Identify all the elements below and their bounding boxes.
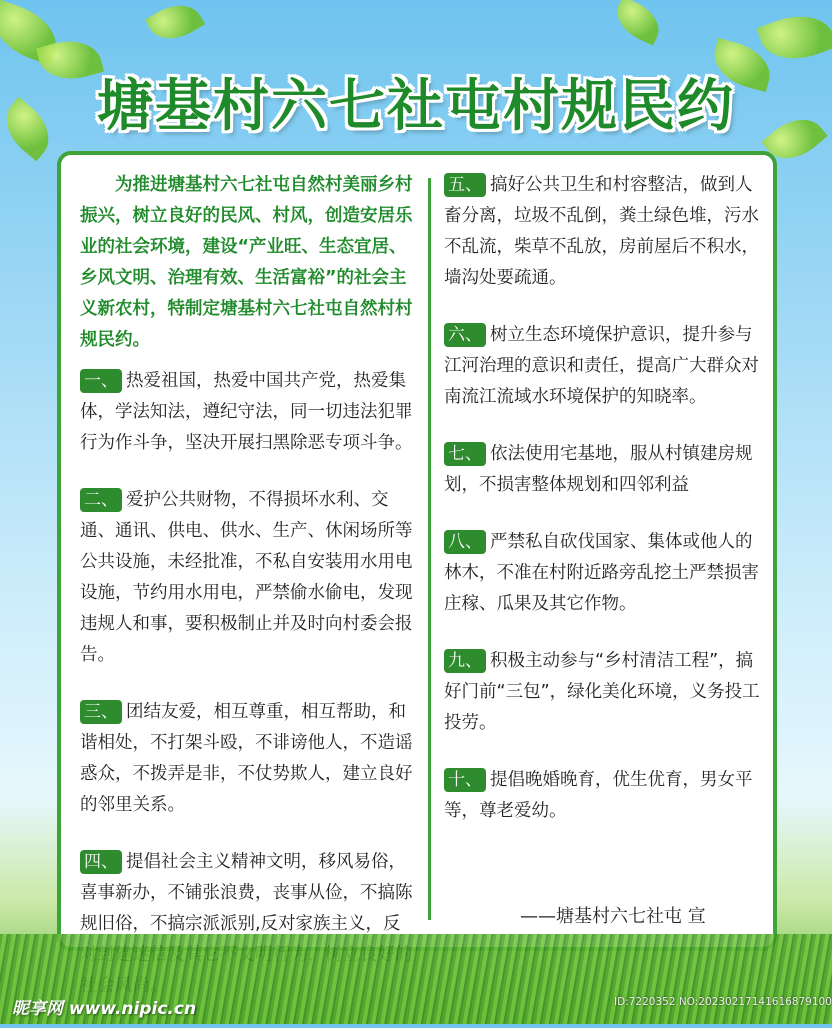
rule-text: 严禁私自砍伐国家、集体或他人的林木，不准在村附近路旁乱挖土严禁损害庄稼、瓜果及其它作物。 [444,532,759,614]
rule-item [444,170,760,294]
rule-number: 五、 [444,173,486,197]
rule-item [80,366,418,459]
rule-number: 四、 [80,850,122,874]
rule-item [444,646,760,739]
right-column [444,170,760,853]
rule-text: 热爱祖国，热爱中国共产党，热爱集体，学法知法，遵纪守法，同一切违法犯罪行为作斗争，坚决开展扫黑除恶专项斗争。 [80,371,413,453]
rule-number: 九、 [444,649,486,673]
leaf-decoration [145,0,205,49]
rule-item [444,527,760,620]
page-title: 塘基村六七社屯村规民约 [97,74,735,139]
signature: ——塘基村六七社屯 宣 [520,906,706,927]
rule-text: 提倡晚婚晚育，优生优育，男女平等，尊老爱幼。 [444,770,753,821]
column-divider [428,178,431,920]
rule-text: 爱护公共财物，不得损坏水利、交通、通讯、供电、供水、生产、休闲场所等公共设施，未经批准，不私自安装用水用电设施，节约用水用电，严禁偷水偷电，发现违规人和事，要积极制止并及时向村委会报告。 [80,490,413,665]
rule-item [80,697,418,821]
image-id: ID:7220352 NO:20230217141616879100 [614,996,832,1008]
intro-paragraph: 为推进塘基村六七社屯自然村美丽乡村振兴，树立良好的民风、村风，创造安居乐业的社会环境，建设“产业旺、生态宜居、乡风文明、治理有效、生活富裕”的社会主义新农村，特制定塘基村六七社屯自然村村规民约。 [80,175,413,350]
rule-item [444,320,760,413]
rule-text: 依法使用宅基地，服从村镇建房规划，不损害整体规划和四邻利益 [444,444,753,495]
rule-number: 一、 [80,369,122,393]
rule-text: 搞好公共卫生和村容整洁，做到人畜分离，垃圾不乱倒，粪土绿色堆，污水不乱流，柴草不乱放，房前屋后不积水，墙沟处要疏通。 [444,175,759,288]
rule-text: 提倡社会主义精神文明，移风易俗，喜事新办，不铺张浪费，丧事从俭，不搞陈规旧俗，不搞宗派派别,反对家族主义，反 [80,852,413,934]
rule-number: 六、 [444,323,486,347]
rule-text: 团结友爱，相互尊重，相互帮助，和谐相处，不打架斗殴，不诽谤他人，不造谣惑众，不拨弄是非，不仗势欺人，建立良好的邻里关系。 [80,702,413,815]
rule-number: 二、 [80,488,122,512]
rule-item [444,439,760,501]
rule-number: 三、 [80,700,122,724]
rule-number: 七、 [444,442,486,466]
rule-text: 树立生态环境保护意识，提升参与江河治理的意识和责任，提高广大群众对南流江流域水环境保护的知晓率。 [444,325,759,407]
watermark: 昵享网 www.nipic.cn [12,999,197,1019]
leaf-decoration [609,0,666,46]
rule-number: 八、 [444,530,486,554]
leaf-decoration [756,4,832,70]
left-column [80,170,418,1028]
rule-number: 十、 [444,768,486,792]
rule-item [80,485,418,671]
rule-item [444,765,760,827]
rule-text: 积极主动参与“乡村清洁工程”，搞好门前“三包”，绿化美化环境，义务投工投劳。 [444,651,760,733]
